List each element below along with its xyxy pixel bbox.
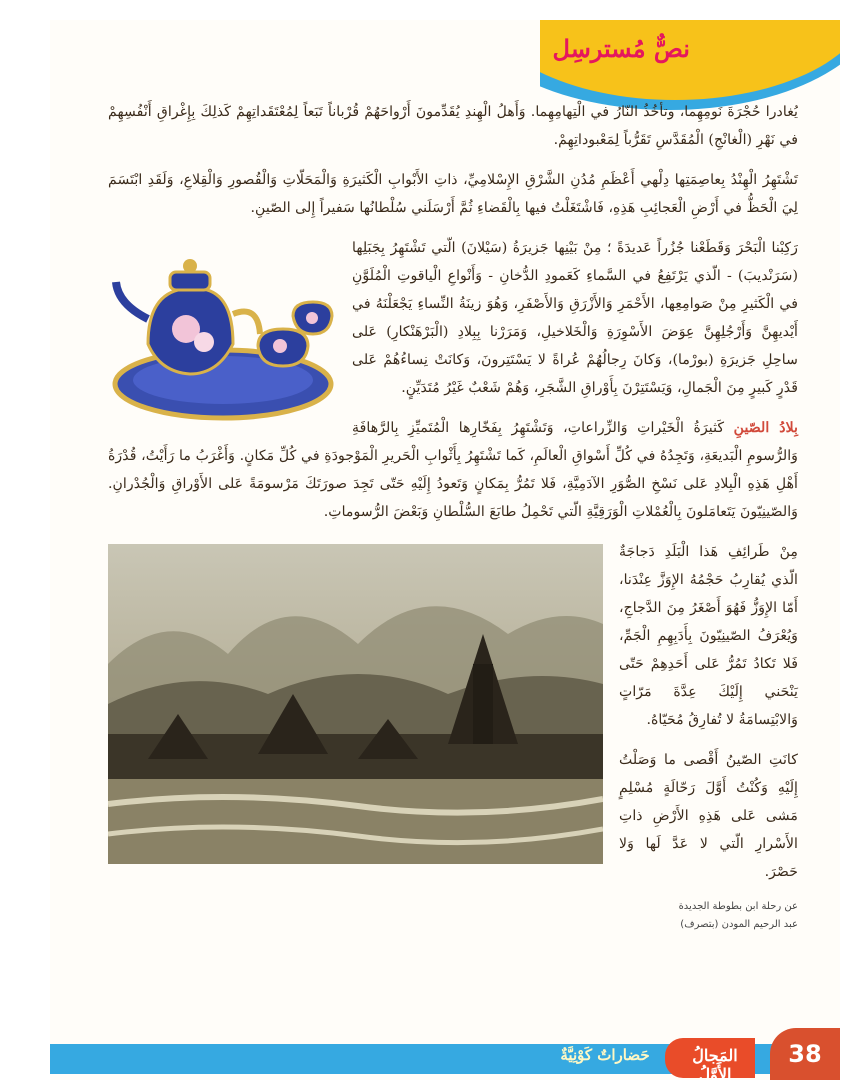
village-photo <box>108 544 603 864</box>
paragraph-4 <box>108 414 798 526</box>
teapot-image <box>108 234 338 424</box>
source-line-2: عبد الرحيم المودن (بتصرف) <box>680 919 798 930</box>
paragraph-1: يُغادرا حُجْرَةَ نَومِهِما، وتأخُذُ النّارُ في الْتِهامِهِما. وَأَهلُ الْهِندِ يُقَدِّمونَ أَرْواحَهُمْ قُرْباناً تَبَعاً لِمُعْتَقَداتِهِمْ كَذلِكَ بِإِغْراقِ أَنْفُسِهِمْ في نَهْرِ (الْغانْجِ) الْمُقَدَّسِ تَقَرُّباً لِمَعْبوداتِهِمْ. <box>108 104 798 148</box>
paragraph-4-lead: بِلادُ الصّينِ <box>733 420 798 436</box>
chapter-title: المَجالُ الأَوَّلُ <box>692 1046 738 1084</box>
paragraph-2: تَشْتَهِرُ الْهِنْدُ بِعاصِمَتِها دِلْهي أَعْظَمِ مُدُنِ الشَّرْقِ الإِسْلامِيِّ، ذاتِ الأَبْوابِ الْكَثيرَةِ وَالْمَحَلّاتِ وَالْقُصورِ وَالْقِلاعِ، وَلَقَدِ ابْتَسَمَ لِيَ الْحَظُّ في أَرْضِ الْعَجائِبِ هَذِهِ، فَاشْتَغَلْتُ فيها بِالْقَضاءِ ثُمَّ أَرْسَلَني سُلْطانُها سَفيراً إِلى الصّينِ. <box>108 172 798 216</box>
reading-text <box>108 98 798 934</box>
paragraph-5: مِنْ طَرائِفِ هَذا الْبَلَدِ دَجاجَةٌ الّذي يُقارِبُ حَجْمُهُ الإِوَزَّ عِنْدَنا، أَمّا الإِوَزُّ فَهُوَ أَصْغَرُ مِنَ الدَّجاجِ، وَيُعْرَفُ الصّينِيّونَ بِأَدَبِهِمِ الْجَمِّ، فَلا تَكادُ تَمُرُّ عَلى أَحَدِهِمْ حَتّى يَنْحَني إِلَيْكَ عِدَّةَ مَرّاتٍ وَالابْتِسامَةُ لا تُفارِقُ مُحَيّاهُ. <box>619 544 798 728</box>
paragraph-4-text: كَثيرَةُ الْخَيْراتِ وَالزِّراعاتِ، وَتَشْتَهِرُ بِفَخّارِها الْمُتَميِّزِ بِالرَّهافَةِ وَالرُّسومِ الْبَديعَةِ، وَتَجِدُهُ في كُلِّ أَسْواقِ الْعالَمِ، كَما تَشْتَهِرُ بِأَثْوابِ الْحَريرِ الْمَوْجودَةِ في كُلِّ مَكانٍ. وَأَغْرَبُ ما رَأَيْتُ، قُدْرَةُ أَهْلِ هَذِهِ الْبِلادِ عَلى نَسْخِ الصُّوَرِ الآدَمِيَّةِ، فَلا تَمُرُّ بِمَكانٍ وَتَعودُ إِلَيْهِ حَتّى تَجِدَ صورَتَكَ مَرْسومَةً عَلى الأَوْراقِ وَالْجُدْرانِ. وَالصّينِيّونَ يَتَعامَلونَ بِالْعُمْلاتِ الْوَرَقِيَّةِ الّتي تَحْمِلُ طابَعَ السُّلْطانِ وَبَعْضَ الرُّسوماتِ. <box>108 420 798 520</box>
section-label: نصٌّ مُسترسِل <box>552 34 690 63</box>
page-footer <box>50 1032 840 1084</box>
paragraph-6: كانَتِ الصّينُ أَقْصى ما وَصَلْتُ إِلَيْهِ وَكُنْتُ أَوَّلَ رَحّالَةٍ مُسْلِمٍ مَشى عَلى هَذِهِ الأَرْضِ ذاتِ الأَسْرارِ الّتي لا عَدَّ لَها وَلا حَصْرَ. <box>619 752 798 880</box>
source-citation <box>108 898 798 934</box>
chapter-subtitle: حَضاراتٌ كَوْنِيَّةٌ <box>560 1046 650 1064</box>
source-line-1: عن رحلة ابن بطوطة الجديدة <box>678 901 798 912</box>
paragraph-3: رَكِبْنا الْبَحْرَ وَقَطَعْنا جُزُراً عَديدَةً ؛ مِنْ بَيْنِها جَزيرَةُ (سَيْلانَ) الّتي تَشْتَهِرُ بِجَبَلِها (سَرَنْديبَ) - الّذي يَرْتَفِعُ في السَّماءِ كَعَمودِ الدُّخانِ - وَأَنْواعِ الْياقوتِ الْمُلَوَّنِ في الْكَثيرِ مِنْ صَوامِعِها، الأَحْمَرِ وَالأَزْرَقِ وَالأَصْفَرِ، وَهُوَ زينَةُ النِّساءِ يَجْعَلْنَهُ في أَيْديهِنَّ وَأَرْجُلِهِنَّ عِوَضَ الأَسْوِرَةِ وَالْخَلاخيلِ، وَمَرَرْنا بِبِلادِ (الْبَرْهَنْكارِ) عَلى ساحِلِ جَزيرَةِ (بورْما)، وَكانَ رِجالُهُمْ عُراةً لا يَسْتَتِرونَ، وَكانَتْ نِساءُهُمْ عَلى قَدْرٍ كَبيرٍ مِنَ الْجَمالِ، وَيَسْتَتِرْنَ بِأَوْراقِ الشَّجَرِ، وَهُمْ شَعْبٌ غَيْرُ مُتَدَيِّنٍ. <box>352 240 798 396</box>
section-header-band <box>540 20 840 110</box>
textbook-page <box>50 20 840 1084</box>
page-number: 38 <box>770 1028 840 1080</box>
